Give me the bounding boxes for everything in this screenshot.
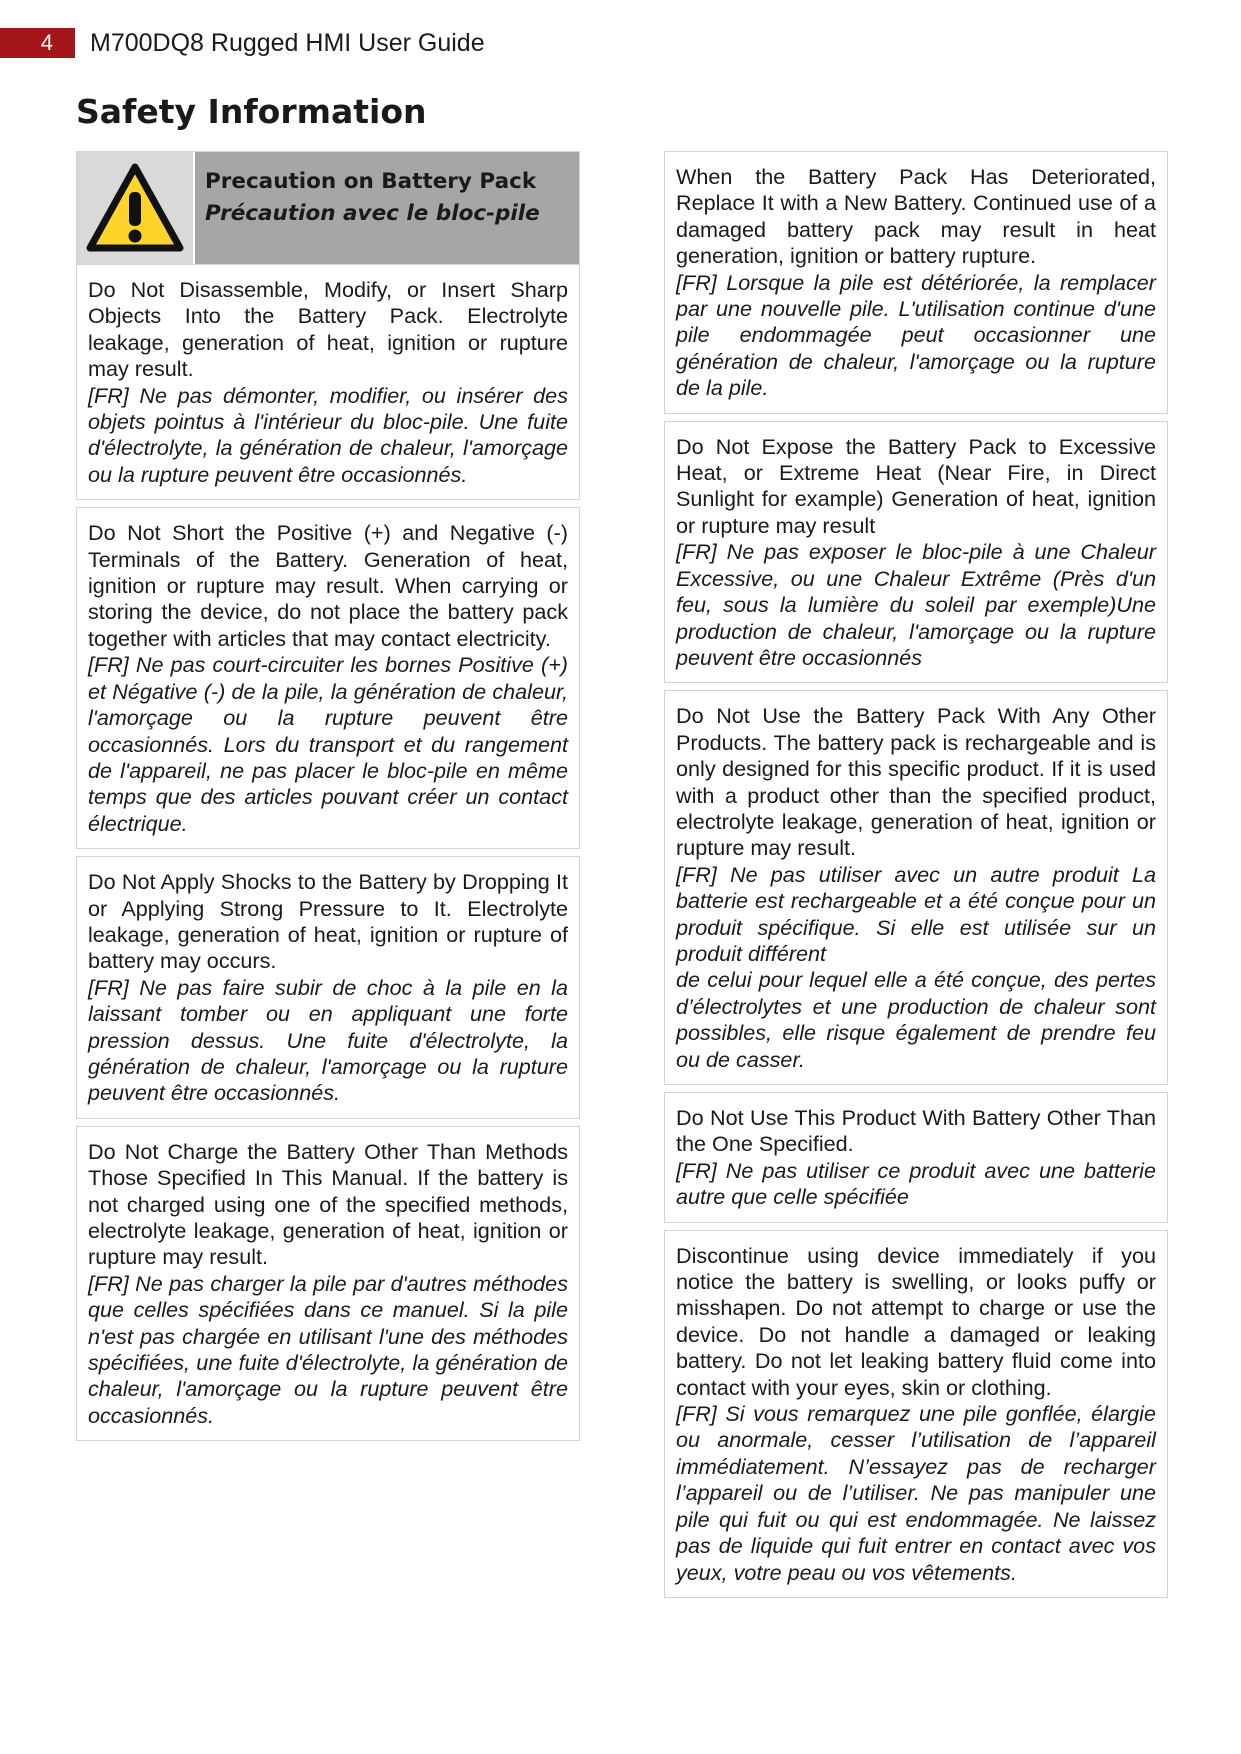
precaution-text-fr: [FR] Ne pas charger la pile par d'autres méthodes que celles spécifiées dans ce manuel. Si la pile n'est pas chargée en utilisant l'une des méthodes spécifiées, une fuite d'électrolyte, la génération de chaleur, l'amorçage ou la rupture peuvent être occasionnés.	[88, 1270, 568, 1428]
precaution-text-fr: [FR] Lorsque la pile est détériorée, la remplacer par une nouvelle pile. L'utilisation continue d'une pile endommagée peut occasionner une génération de chaleur, l'amorçage ou la rupture de la pile.	[676, 269, 1156, 401]
precaution-text-fr-continued: de celui pour lequel elle a été conçue, des pertes d’électrolytes et une production de chaleur sont possibles, elle risque également de prendre feu ou de casser.	[676, 967, 1156, 1072]
precaution-card	[664, 1092, 1168, 1223]
precaution-text-fr: [FR] Ne pas faire subir de choc à la pile en la laissant tomber ou en appliquant une forte pression dessus. Une fuite d'électrolyte, la génération de chaleur, l'amorçage ou la rupture peuvent être occasionnés.	[88, 974, 568, 1106]
section-title: Safety Information	[76, 92, 427, 131]
precaution-card	[664, 690, 1168, 1085]
warning-icon-cell	[77, 152, 195, 264]
document-title: M700DQ8 Rugged HMI User Guide	[90, 29, 485, 57]
precaution-text-fr: [FR] Ne pas court-circuiter les bornes Positive (+) et Négative (-) de la pile, la génération de chaleur, l'amorçage ou la rupture peuvent être occasionnés. Lors du transport et du rangement de l'appareil, ne pas placer le bloc-pile en même temps que des articles pouvant créer un contact électrique.	[88, 652, 568, 836]
precaution-text-fr: [FR] Ne pas démonter, modifier, ou insérer des objets pointus à l'intérieur du bloc-pile. Une fuite d'électrolyte, la génération de chaleur, l'amorçage ou la rupture peuvent être occasionnés.	[88, 382, 568, 487]
precaution-text-en: Do Not Expose the Battery Pack to Excessive Heat, or Extreme Heat (Near Fire, in Direct Sunlight for example) Generation of heat, ignition or rupture may result	[676, 433, 1156, 538]
precaution-text-en: Do Not Short the Positive (+) and Negative (-) Terminals of the Battery. Generation of heat, ignition or rupture may result. When carrying or storing the device, do not place the battery pack together with articles that may contact electricity.	[88, 520, 568, 651]
precaution-text-fr: [FR] Ne pas exposer le bloc-pile à une Chaleur Excessive, ou une Chaleur Extrême (Près d'un feu, sous la lumière du soleil par exemple)Une production de chaleur, l'amorçage ou la rupture peuvent être occasionnés	[676, 539, 1156, 670]
page-number: 4	[0, 28, 75, 58]
precaution-card	[76, 507, 580, 849]
precaution-card	[76, 264, 580, 500]
precaution-card	[76, 1126, 580, 1441]
left-column	[76, 151, 580, 1448]
precaution-text-en: Do Not Apply Shocks to the Battery by Dropping It or Applying Strong Pressure to It. Electrolyte leakage, generation of heat, ignition or rupture of battery may occurs.	[88, 869, 568, 974]
precaution-title-cell	[195, 152, 579, 264]
right-column	[664, 151, 1168, 1605]
precaution-card	[664, 1230, 1168, 1598]
precaution-text-en: When the Battery Pack Has Deteriorated, Replace It with a New Battery. Continued use of a damaged battery pack may result in heat generation, ignition or battery rupture.	[676, 164, 1156, 269]
precaution-text-fr: [FR] Ne pas utiliser avec un autre produit La batterie est rechargeable et a été conçue pour un produit spécifique. Si elle est utilisée sur un produit différent	[676, 861, 1156, 966]
precaution-text-fr: [FR] Si vous remarquez une pile gonflée, élargie ou anormale, cesser l’utilisation de l’appareil immédiatement. N’essayez pas de recharger l’appareil ou de l’utiliser. Ne pas manipuler une pile qui fuit ou qui est endommagée. Ne laissez pas de liquide qui fuit entrer en contact avec vos yeux, votre peau ou vos vêtements.	[676, 1401, 1156, 1585]
warning-triangle-icon	[85, 162, 185, 254]
precaution-card	[664, 421, 1168, 684]
precaution-title-en: Precaution on Battery Pack	[205, 169, 537, 194]
precaution-card	[664, 151, 1168, 414]
precaution-text-en: Do Not Charge the Battery Other Than Methods Those Specified In This Manual. If the battery is not charged using one of the specified methods, electrolyte leakage, generation of heat, ignition or rupture may result.	[88, 1138, 568, 1270]
precaution-title-fr: Précaution avec le bloc-pile	[205, 201, 540, 226]
precaution-card	[76, 856, 580, 1119]
precaution-text-en: Do Not Use This Product With Battery Other Than the One Specified.	[676, 1105, 1156, 1157]
precaution-text-en: Discontinue using device immediately if you notice the battery is swelling, or looks puffy or misshapen. Do not attempt to charge or use the device. Do not handle a damaged or leaking battery. Do not let leaking battery fluid come into contact with your eyes, skin or clothing.	[676, 1242, 1156, 1400]
precaution-text-fr: [FR] Ne pas utiliser ce produit avec une batterie autre que celle spécifiée	[676, 1157, 1156, 1210]
precaution-text-en: Do Not Disassemble, Modify, or Insert Sharp Objects Into the Battery Pack. Electrolyte leakage, generation of heat, ignition or rupture may result.	[88, 277, 568, 382]
precaution-header	[76, 151, 580, 264]
precaution-text-en: Do Not Use the Battery Pack With Any Other Products. The battery pack is rechargeable and is only designed for this specific product. If it is used with a product other than the specified product, electrolyte leakage, generation of heat, ignition or rupture may result.	[676, 703, 1156, 861]
